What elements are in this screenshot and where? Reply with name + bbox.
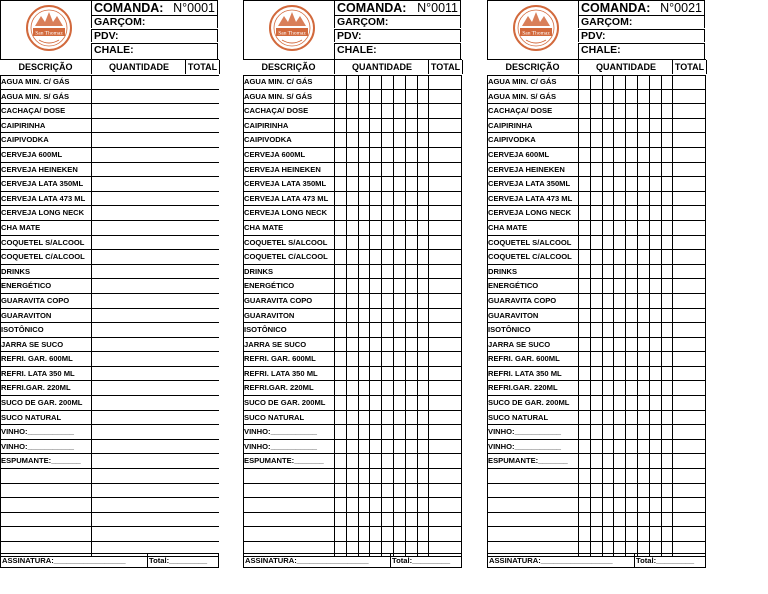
grid-line-qty	[393, 75, 394, 557]
desc-column-header: DESCRIÇÃO	[18, 62, 73, 72]
column-header	[243, 59, 462, 76]
comanda-label: COMANDA:	[581, 1, 651, 15]
item-row	[0, 309, 219, 324]
item-label: CERVEJA LATA 350ML	[1, 179, 84, 189]
item-label: AGUA MIN. C/ GÁS	[244, 77, 313, 86]
item-label: COQUETEL C/ALCOOL	[488, 252, 572, 262]
grid-line-qty	[625, 75, 626, 557]
item-row	[0, 381, 219, 396]
item-label: COQUETEL C/ALCOOL	[244, 252, 328, 262]
item-row	[0, 527, 219, 542]
item-label: CACHAÇA/ DOSE	[1, 106, 66, 116]
item-row	[0, 279, 219, 294]
item-label: COQUETEL C/ALCOOL	[1, 252, 85, 262]
item-label: ISOTÔNICO	[1, 325, 44, 335]
total-field[interactable]: Total:_________	[636, 556, 695, 565]
grid-line-desc	[578, 75, 579, 557]
item-label: DRINKS	[1, 266, 31, 276]
item-row	[0, 338, 219, 353]
item-label: SUCO DE GAR. 200ML	[244, 398, 326, 408]
slip-footer	[243, 553, 462, 568]
total-field[interactable]: Total:_________	[392, 556, 451, 565]
item-row	[0, 440, 219, 455]
item-row	[0, 221, 219, 236]
qty-column-header: QUANTIDADE	[334, 60, 429, 74]
item-label: CAIPIVODKA	[1, 135, 49, 145]
pdv-row	[91, 29, 218, 42]
comanda-number: N°0021	[660, 1, 702, 15]
slip-header	[243, 0, 462, 60]
item-row	[0, 133, 219, 148]
item-row	[0, 192, 219, 207]
comanda-row	[91, 0, 218, 15]
pdv-row	[334, 29, 461, 42]
san-thomaz-logo	[25, 4, 73, 52]
item-list	[0, 75, 219, 557]
grid-line-qty	[417, 75, 418, 557]
comanda-row	[578, 0, 705, 15]
item-label: COQUETEL S/ALCOOL	[1, 237, 85, 247]
qty-column-header: QUANTIDADE	[578, 60, 673, 74]
item-label: COQUETEL S/ALCOOL	[244, 237, 328, 247]
column-header	[487, 59, 706, 76]
item-row	[0, 484, 219, 499]
item-label: VINHO:___________	[244, 427, 318, 437]
grid-line-right	[705, 75, 706, 557]
item-label: REFRI. GAR. 600ML	[1, 354, 73, 364]
item-row	[0, 396, 219, 411]
logo-cell	[487, 0, 579, 60]
item-label: JARRA SE SUCO	[1, 339, 64, 349]
comanda-row	[334, 0, 461, 15]
pdv-row	[578, 29, 705, 42]
item-label: CERVEJA LATA 350ML	[488, 179, 571, 189]
slip-footer	[487, 553, 706, 568]
item-row	[0, 90, 219, 105]
grid-line-desc	[91, 75, 92, 557]
grid-line-left	[0, 75, 1, 557]
column-header	[0, 59, 219, 76]
chale-label: CHALE:	[337, 44, 377, 56]
item-label: REFRI.GAR. 220ML	[488, 383, 558, 393]
item-label: AGUA MIN. C/ GÁS	[488, 77, 557, 86]
item-label: AGUA MIN. S/ GÁS	[244, 91, 313, 101]
slip-header	[0, 0, 219, 60]
item-label: CERVEJA 600ML	[244, 149, 306, 159]
comanda-number: N°0011	[417, 1, 458, 15]
item-row	[0, 163, 219, 178]
comanda-number: N°0001	[173, 1, 215, 15]
san-thomaz-logo	[268, 4, 316, 52]
item-label: REFRI.GAR. 220ML	[1, 383, 71, 393]
item-label: CERVEJA LONG NECK	[1, 208, 85, 218]
desc-column-header: DESCRIÇÃO	[505, 62, 560, 72]
item-label: GUARAVITA COPO	[1, 295, 70, 305]
item-label: ENERGÉTICO	[244, 281, 295, 291]
svg-text:San Thomaz: San Thomaz	[35, 30, 63, 37]
item-label: REFRI. LATA 350 ML	[1, 368, 75, 378]
item-label: CERVEJA LATA 473 ML	[1, 193, 86, 203]
item-label: AGUA MIN. S/ GÁS	[488, 91, 557, 101]
item-row	[0, 367, 219, 382]
item-label: CAIPIRINHA	[488, 120, 533, 130]
item-row	[0, 425, 219, 440]
item-label: REFRI. LATA 350 ML	[488, 368, 562, 378]
chale-row	[91, 43, 218, 59]
item-label: CAIPIRINHA	[1, 120, 46, 130]
item-label: AGUA MIN. S/ GÁS	[1, 91, 70, 101]
item-label: REFRI.GAR. 220ML	[244, 383, 314, 393]
total-column-header: TOTAL	[185, 60, 220, 74]
item-label: CERVEJA LATA 473 ML	[488, 193, 573, 203]
order-slip-3	[487, 0, 706, 570]
item-label: CHA MATE	[488, 222, 528, 232]
order-slip-2	[243, 0, 462, 570]
pdv-label: PDV:	[337, 30, 362, 42]
item-label: GUARAVITON	[488, 310, 539, 320]
item-label: CERVEJA HEINEKEN	[1, 164, 78, 174]
item-label: COQUETEL S/ALCOOL	[488, 237, 572, 247]
total-field[interactable]: Total:_________	[149, 556, 208, 565]
garcom-row	[334, 15, 461, 28]
item-label: GUARAVITON	[1, 310, 52, 320]
item-row	[0, 119, 219, 134]
logo-cell	[243, 0, 335, 60]
item-label: CERVEJA LATA 350ML	[244, 179, 327, 189]
comanda-label: COMANDA:	[337, 1, 407, 15]
logo-cell	[0, 0, 92, 60]
item-label: DRINKS	[488, 266, 518, 276]
item-label: CERVEJA LONG NECK	[244, 208, 328, 218]
item-label: GUARAVITA COPO	[488, 295, 557, 305]
grid-line-left	[487, 75, 488, 557]
item-label: SUCO NATURAL	[488, 412, 549, 422]
signature-field[interactable]: ASSINATURA:_________________	[489, 556, 613, 565]
grid-line-qty	[381, 75, 382, 557]
item-label: ENERGÉTICO	[1, 281, 52, 291]
item-row	[0, 250, 219, 265]
grid-line-qty	[602, 75, 603, 557]
grid-line-desc	[334, 75, 335, 557]
pdv-label: PDV:	[581, 30, 606, 42]
comanda-label: COMANDA:	[94, 1, 164, 15]
garcom-label: GARÇOM:	[94, 16, 146, 28]
item-label: REFRI. GAR. 600ML	[244, 354, 316, 364]
item-label: CERVEJA 600ML	[488, 149, 550, 159]
grid-line-qty	[613, 75, 614, 557]
chale-label: CHALE:	[94, 44, 134, 56]
svg-text:San Thomaz: San Thomaz	[522, 30, 550, 37]
item-label: CHA MATE	[1, 222, 41, 232]
pdv-label: PDV:	[94, 30, 119, 42]
item-label: CERVEJA 600ML	[1, 149, 63, 159]
slip-footer	[0, 553, 219, 568]
item-label: DRINKS	[244, 266, 274, 276]
item-label: CAIPIVODKA	[244, 135, 292, 145]
item-row	[0, 177, 219, 192]
item-label: ESPUMANTE:_______	[488, 456, 568, 466]
item-label: CERVEJA HEINEKEN	[488, 164, 565, 174]
item-row	[0, 206, 219, 221]
total-column-header: TOTAL	[672, 60, 707, 74]
grid-line-right	[461, 75, 462, 557]
item-label: VINHO:___________	[1, 427, 75, 437]
garcom-label: GARÇOM:	[581, 16, 633, 28]
item-row	[0, 104, 219, 119]
garcom-row	[91, 15, 218, 28]
grid-line-qty	[346, 75, 347, 557]
item-label: CERVEJA HEINEKEN	[244, 164, 321, 174]
chale-row	[334, 43, 461, 59]
item-label: JARRA SE SUCO	[244, 339, 307, 349]
item-label: VINHO:___________	[488, 427, 562, 437]
item-label: SUCO DE GAR. 200ML	[1, 398, 83, 408]
item-row	[0, 352, 219, 367]
item-label: REFRI. GAR. 600ML	[488, 354, 560, 364]
item-label: GUARAVITA COPO	[244, 295, 313, 305]
desc-column-header: DESCRIÇÃO	[261, 62, 316, 72]
item-label: CAIPIRINHA	[244, 120, 289, 130]
item-label: ISOTÔNICO	[488, 325, 531, 335]
grid-line-left	[243, 75, 244, 557]
grid-line-qty	[369, 75, 370, 557]
item-row	[0, 411, 219, 426]
item-label: CAIPIVODKA	[488, 135, 536, 145]
item-label: CERVEJA LONG NECK	[488, 208, 572, 218]
item-row	[0, 323, 219, 338]
item-row	[0, 148, 219, 163]
grid-line-qty	[649, 75, 650, 557]
grid-line-qty	[358, 75, 359, 557]
item-label: VINHO:___________	[1, 441, 75, 451]
chale-label: CHALE:	[581, 44, 621, 56]
item-row	[0, 498, 219, 513]
item-row	[0, 454, 219, 469]
item-row	[0, 294, 219, 309]
item-label: CHA MATE	[244, 222, 284, 232]
total-column-header: TOTAL	[428, 60, 463, 74]
item-label: ENERGÉTICO	[488, 281, 539, 291]
item-row	[0, 75, 219, 90]
order-slip-1	[0, 0, 219, 570]
item-label: SUCO NATURAL	[244, 412, 305, 422]
grid-line-qty	[590, 75, 591, 557]
item-row	[0, 513, 219, 528]
item-label: CACHAÇA/ DOSE	[488, 106, 553, 116]
item-label: AGUA MIN. C/ GÁS	[1, 77, 70, 86]
item-label: REFRI. LATA 350 ML	[244, 368, 318, 378]
item-label: ISOTÔNICO	[244, 325, 287, 335]
item-label: SUCO DE GAR. 200ML	[488, 398, 570, 408]
item-label: ESPUMANTE:_______	[244, 456, 324, 466]
item-label: GUARAVITON	[244, 310, 295, 320]
item-label: JARRA SE SUCO	[488, 339, 551, 349]
item-label: SUCO NATURAL	[1, 412, 62, 422]
item-label: ESPUMANTE:_______	[1, 456, 81, 466]
item-row	[0, 469, 219, 484]
grid-line-qty	[661, 75, 662, 557]
item-label: VINHO:___________	[488, 441, 562, 451]
garcom-label: GARÇOM:	[337, 16, 389, 28]
item-row	[0, 265, 219, 280]
garcom-row	[578, 15, 705, 28]
signature-field[interactable]: ASSINATURA:_________________	[245, 556, 369, 565]
svg-text:San Thomaz: San Thomaz	[278, 30, 306, 37]
signature-field[interactable]: ASSINATURA:_________________	[2, 556, 126, 565]
grid-line-qty	[672, 75, 673, 557]
item-label: CACHAÇA/ DOSE	[244, 106, 309, 116]
grid-line-qty	[428, 75, 429, 557]
chale-row	[578, 43, 705, 59]
grid-line-qty	[637, 75, 638, 557]
item-label: VINHO:___________	[244, 441, 318, 451]
item-row	[0, 236, 219, 251]
grid-line-qty	[405, 75, 406, 557]
item-label: CERVEJA LATA 473 ML	[244, 193, 329, 203]
san-thomaz-logo	[512, 4, 560, 52]
slip-header	[487, 0, 706, 60]
qty-column-header: QUANTIDADE	[91, 60, 186, 74]
